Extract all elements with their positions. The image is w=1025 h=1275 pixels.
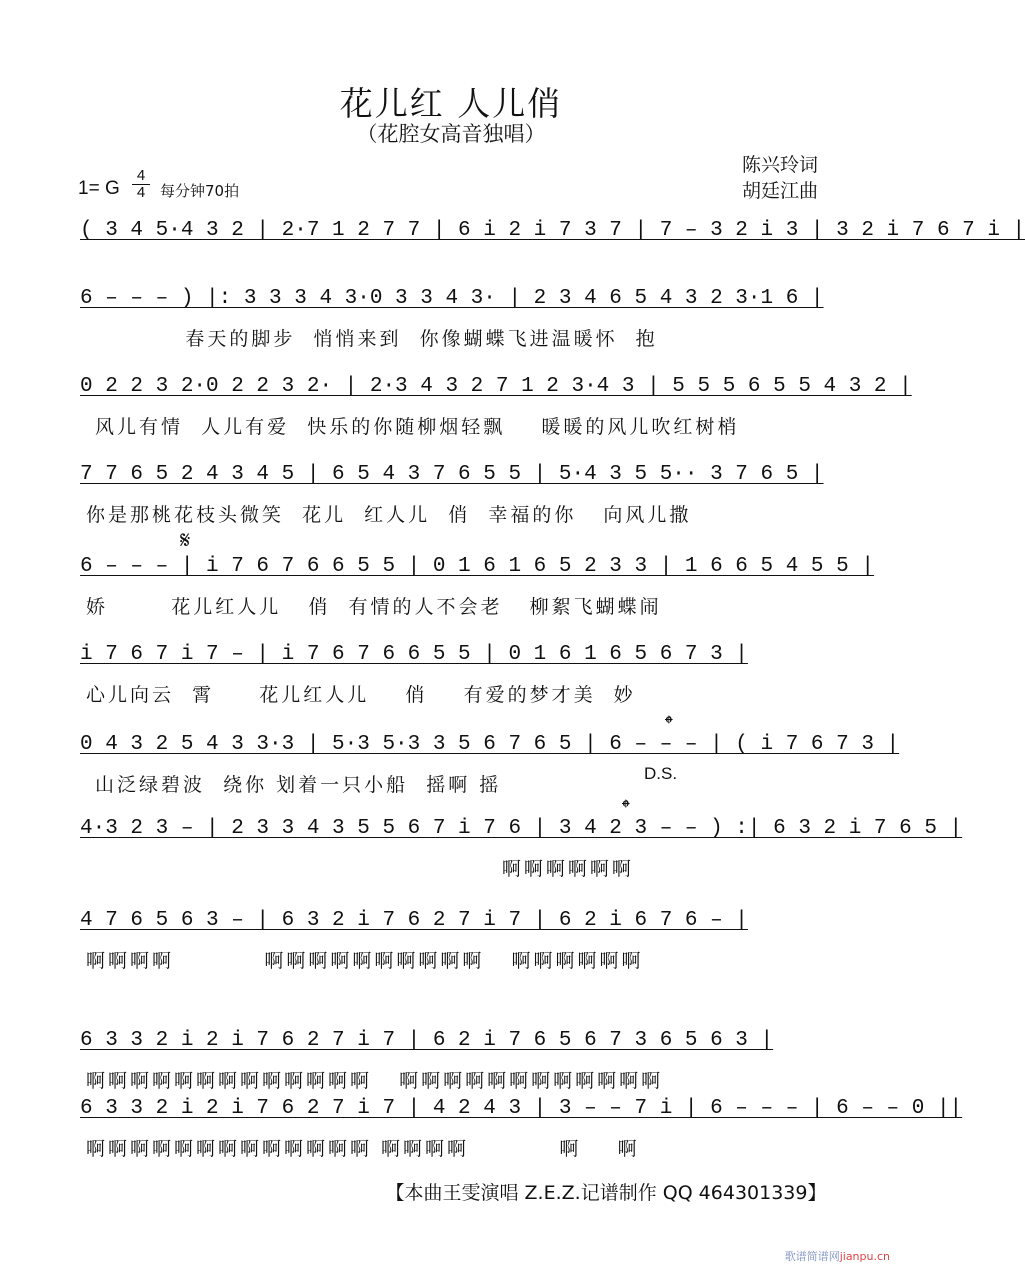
segno-sign: 𝄋: [180, 526, 191, 554]
watermark-right: jianpu.cn: [839, 1250, 890, 1263]
notation-line: 0 4 3 2 5 4 3 3·3 | 5·3 5·3 3 5 6 7 6 5 | 6 – – – | ( i 7 6 7 3 |: [80, 733, 900, 756]
lyric-line: 啊啊啊啊啊啊啊啊啊啊啊啊啊 啊啊啊啊啊啊啊啊啊啊啊啊: [86, 1070, 664, 1092]
notation-line: 6 3 3 2 i 2 i 7 6 2 7 i 7 | 4 2 4 3 | 3 – – 7 i | 6 – – – | 6 – – 0 ||: [80, 1097, 963, 1120]
lyric-line: 山泛绿碧波 绕你 划着一只小船 摇啊 摇: [86, 774, 502, 796]
lyricist: 陈兴玲词: [741, 154, 818, 176]
credits: [742, 152, 818, 204]
notation-line: ( 3 4 5·4 3 2 | 2·7 1 2 7 7 | 6 i 2 i 7 3 7 | 7 – 3 2 i 3 | 3 2 i 7 6 7 i |: [80, 219, 1025, 242]
watermark: [785, 1248, 890, 1264]
notation-line: 7 7 6 5 2 4 3 4 5 | 6 5 4 3 7 6 5 5 | 5·4 3 5 5·· 3 7 6 5 |: [80, 463, 824, 486]
coda-sign-2: 𝄌: [622, 796, 630, 821]
meter-top: 4: [136, 167, 146, 184]
notation-line: 6 – – – ) |: 3 3 3 4 3·0 3 3 4 3· | 2 3 4 6 5 4 3 2 3·1 6 |: [80, 287, 824, 310]
dal-segno: D.S.: [644, 764, 678, 783]
lyric-line: 啊啊啊啊啊啊啊啊啊啊啊啊啊 啊啊啊啊 啊 啊: [86, 1138, 640, 1160]
notation-line: i 7 6 7 i 7 – | i 7 6 7 6 6 5 5 | 0 1 6 1 6 5 6 7 3 |: [80, 643, 748, 666]
notation-line: 4 7 6 5 6 3 – | 6 3 2 i 7 6 2 7 i 7 | 6 2 i 6 7 6 – |: [80, 909, 748, 932]
lyric-line: 春天的脚步 悄悄来到 你像蝴蝶飞进温暖怀 抱: [86, 328, 658, 350]
watermark-left: 歌谱简谱网: [784, 1250, 840, 1263]
score-subtitle: （花腔女高音独唱）: [356, 122, 546, 146]
lyric-line: 你是那桃花枝头微笑 花儿 红人儿 俏 幸福的你 向风儿撒: [86, 504, 692, 526]
notation-line: 6 3 3 2 i 2 i 7 6 2 7 i 7 | 6 2 i 7 6 5 6 7 3 6 5 6 3 |: [80, 1029, 774, 1052]
notation-line: 0 2 2 3 2·0 2 2 3 2· | 2·3 4 3 2 7 1 2 3·4 3 | 5 5 5 6 5 5 4 3 2 |: [80, 375, 912, 398]
notation-line: 6 – – – | i 7 6 7 6 6 5 5 | 0 1 6 1 6 5 2 3 3 | 1 6 6 5 4 5 5 |: [80, 555, 874, 578]
coda-sign: 𝄌: [665, 712, 673, 737]
composer: 胡廷江曲: [741, 180, 818, 202]
lyric-line: 娇 花儿红人儿 俏 有情的人不会老 柳絮飞蝴蝶闹: [86, 596, 662, 618]
tempo-marking: 每分钟70拍: [160, 182, 240, 200]
key-signature: 1= G: [78, 178, 120, 199]
notation-line: 4·3 2 3 – | 2 3 3 4 3 5 5 6 7 i 7 6 | 3 4 2 3 – – ) :| 6 3 2 i 7 6 5 |: [80, 817, 963, 840]
lyric-line: 风儿有情 人儿有爱 快乐的你随柳烟轻飘 暖暖的风儿吹红树梢: [86, 416, 740, 438]
footer-credit: [0, 1178, 902, 1205]
lyric-line: 啊啊啊啊啊啊: [86, 858, 634, 880]
time-signature: [132, 168, 150, 201]
meter-bottom: 4: [132, 184, 150, 201]
lyric-line: 啊啊啊啊 啊啊啊啊啊啊啊啊啊啊 啊啊啊啊啊啊: [86, 950, 644, 972]
footer-text: 【本曲王雯演唱 Z.E.Z.记谱制作 QQ 464301339】: [385, 1182, 827, 1204]
lyric-line: 心儿向云 霄 花儿红人儿 俏 有爱的梦才美 妙: [86, 684, 636, 706]
score-title: 花儿红 人儿俏: [339, 84, 563, 123]
